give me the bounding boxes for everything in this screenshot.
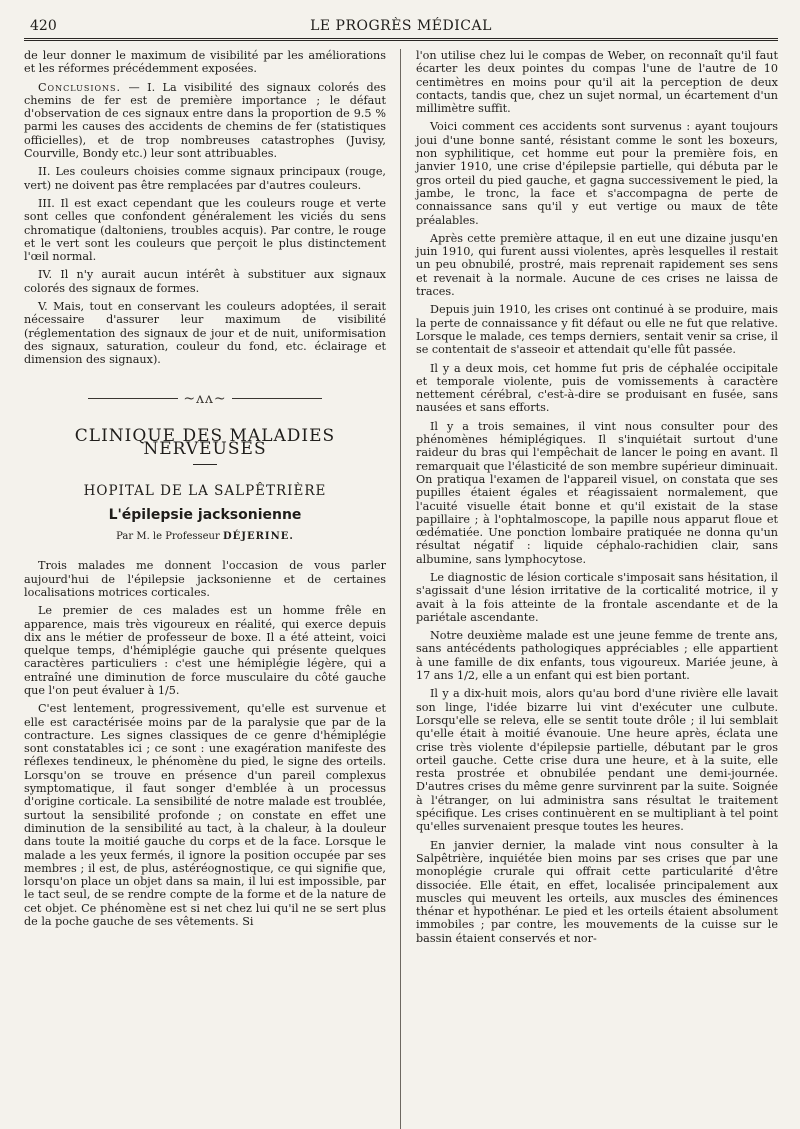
separator-ornament: ~ʌʌ~ (183, 390, 227, 407)
conclusions-text: — I. La visibilité des signaux colorés des chemins de fer est de première importance ; le défaut d'observation de ces signaux entre dans la proportion de 9.5 % parmi les causes des accidents de chemins de fer (statistiques officielles), et de trop nombreuses catastrophes (Juvisy, Courville, Bondy etc.) leur sont attribuables. (24, 80, 386, 161)
paragraph: IV. Il n'y aurait aucun intérêt à substituer aux signaux colorés des signaux de formes. (24, 268, 386, 295)
paragraph: de leur donner le maximum de visibilité par les améliorations et les réformes précédemment exposées. (24, 49, 386, 76)
paragraph: Il y a trois semaines, il vint nous consulter pour des phénomènes hémiplégiques. Il s'inquiétait surtout d'une raideur du bras qui l'empêchait de lancer le poing en avant. Il remarquait que l'élasticité de son membre supérieur diminuait. On pratiqua l'examen de l'appareil visuel, on constata que ses pupilles étaient égales et réagissaient normalement, que l'acuité visuelle était bonne et qu'il existait de la stase papillaire ; à l'ophtalmoscope, la papille nous apparut floue et œdématiée. Une ponction lombaire pratiquée ne donna qu'un résultat négatif : liquide céphalo-rachidien clair, sans albumine, sans lymphocytose. (416, 419, 778, 566)
separator-line (88, 398, 178, 399)
article-title: L'épilepsie jacksonienne (108, 506, 302, 523)
title-rule (193, 464, 217, 465)
paragraph: Il y a deux mois, cet homme fut pris de céphalée occipitale et temporale violente, puis de vomissements à caractère nettement cérébral, c'est-à-dire se produisant en fusée, sans nausées et sans efforts. (416, 361, 778, 415)
paragraph: C'est lentement, progressivement, qu'elle est survenue et elle est caractérisée moins par de la paralysie que par de la contracture. Les signes classiques de ce genre d'hémiplégie sont constatables ici ; ce sont : une exagération manifeste des réflexes tendineux, le phénomène du pied, le signe des orteils. Lorsqu'on se trouve en présence d'un pareil complexus symptomatique, il faut songer d'emblée à un processus d'origine corticale. La sensibilité de notre malade est troublée, surtout la sensibilité profonde ; on constate en effet une diminution de la sensibilité au tact, à la chaleur, à la douleur dans toute la moitié gauche du corps et de la face. Lorsque le malade a les yeux fermés, il ignore la position occupée par ses membres ; il est, de plus, astéréognostique, ce qui signifie que, lorsqu'on place un objet dans sa main, il lui est impossible, par le tact seul, de se rendre compte de la forme et de la nature de cet objet. Ce phénomène est si net chez lui qu'il ne se sert plus de la poche gauche de ses vêtements. Si (24, 702, 386, 929)
running-header (24, 14, 778, 36)
paragraph: V. Mais, tout en conservant les couleurs adoptées, il serait nécessaire d'assurer leur maximum de visibilité (réglementation des signaux de jour et de nuit, uniformisation des signaux, saturation, couleur du fond, etc. éclairage et dimension des signaux). (24, 300, 386, 367)
text-columns (24, 49, 778, 950)
author-line (24, 530, 386, 543)
journal-title: LE PROGRÈS MÉDICAL (310, 18, 492, 34)
paragraph: l'on utilise chez lui le compas de Weber, on reconnaît qu'il faut écarter les deux pointes du compas l'une de l'autre de 10 centimètres en moins pour qu'il ait la perception de deux contacts, tandis que, chez un sujet normal, un écartement d'un millimètre suffit. (416, 49, 778, 116)
conclusions-paragraph (24, 81, 386, 161)
paragraph: Voici comment ces accidents sont survenus : ayant toujours joui d'une bonne santé, résistant comme le sont les boxeurs, non syphilitique, cet homme eut pour la première fois, en janvier 1910, une crise d'épilepsie partielle, qui débuta par le gros orteil du pied gauche, et gagna successivement le pied, la jambe, le tronc, la face et s'accompagna de perte de connaissance sans qu'il y eut vertige ou maux de tête préalables. (416, 120, 778, 227)
section-title: CLINIQUE DES MALADIES NERVEUSES (74, 425, 336, 460)
paragraph: Notre deuxième malade est une jeune femme de trente ans, sans antécédents pathologiques appréciables ; elle appartient à une famille de dix enfants, tous vigoureux. Mariée jeune, à 17 ans 1/2, elle a un enfant qui est bien portant. (416, 629, 778, 683)
paragraph: II. Les couleurs choisies comme signaux principaux (rouge, vert) ne doivent pas être remplacées par d'autres couleurs. (24, 165, 386, 192)
conclusions-label: Conclusions. (38, 80, 122, 94)
section-separator (24, 390, 386, 407)
separator-line (232, 398, 322, 399)
paragraph: III. Il est exact cependant que les couleurs rouge et verte sont celles que confondent généralement les viciés du sens chromatique (daltoniens, troubles acquis). Par contre, le rouge et le vert sont les couleurs que perçoit le plus distinctement l'œil normal. (24, 196, 386, 264)
paragraph: Le diagnostic de lésion corticale s'imposait sans hésitation, il s'agissait d'une lésion irritative de la corticalité motrice, il y avait à la fois atteinte de la frontale ascendante et de la pariétale ascendante. (416, 570, 778, 624)
right-column (416, 49, 778, 950)
author-prefix: Par M. le Professeur (116, 531, 220, 543)
left-column (24, 49, 386, 950)
paragraph: Trois malades me donnent l'occasion de vous parler aujourd'hui de l'épilepsie jacksonienne et de certaines localisations motrices corticales. (24, 559, 386, 599)
paragraph: Il y a dix-huit mois, alors qu'au bord d'une rivière elle lavait son linge, l'idée bizarre lui vint d'exécuter une culbute. Lorsqu'elle se releva, elle se sentit toute drôle ; il lui semblait qu'elle était à moitié évanouie. Une heure après, éclata une crise très violente d'épilepsie partielle, débutant par le gros orteil gauche. Cette crise dura une heure, et à la suite, elle resta prostrée et obnubilée pendant une demi-journée. D'autres crises du même genre survinrent par la suite. Soignée à l'étranger, on lui administra sans résultat le traitement spécifique. Les crises continuèrent en se multipliant à tel point qu'elles survenaient presque toutes les heures. (416, 687, 778, 834)
paragraph: Après cette première attaque, il en eut une dizaine jusqu'en juin 1910, qui furent aussi violentes, après lesquelles il restait un peu obnubilé, prostré, mais reprenait rapidement ses sens et revenait à la normale. Aucune de ces crises ne laissa de traces. (416, 231, 778, 299)
paragraph: Le premier de ces malades est un homme frêle en apparence, mais très vigoureux en réalité, qui exerce depuis dix ans le métier de professeur de boxe. Il a été atteint, voici quelque temps, d'hémiplégie gauche qui présente quelques caractères particuliers : c'est une hémiplégie légère, qui a entraîné une diminution de force musculaire du côté gauche que l'on peut évaluer à 1/5. (24, 604, 386, 697)
page-number: 420 (30, 18, 57, 34)
paragraph: Depuis juin 1910, les crises ont continué à se produire, mais la perte de connaissance y fit défaut ou elle ne fut que relative. Lorsque le malade, ces temps derniers, sentait venir sa crise, il se contentait de s'asseoir et attendait qu'elle fût passée. (416, 303, 778, 357)
column-divider (400, 49, 401, 1129)
paragraph: En janvier dernier, la malade vint nous consulter à la Salpêtrière, inquiétée bien moins par ses crises que par une monoplégie crurale qui offrait cette particularité d'être dissociée. Elle était, en effet, localisée principalement aux muscles qui meuvent les orteils, aux muscles des éminences thénar et hypothénar. Le pied et les orteils étaient absolument immobiles ; par contre, les mouvements de la cuisse sur le bassin étaient conservés et nor- (416, 838, 778, 945)
header-rule (24, 38, 778, 41)
hospital-heading: HOPITAL DE LA SALPÊTRIÈRE (83, 483, 327, 500)
author-name: DÉJERINE. (222, 531, 294, 543)
